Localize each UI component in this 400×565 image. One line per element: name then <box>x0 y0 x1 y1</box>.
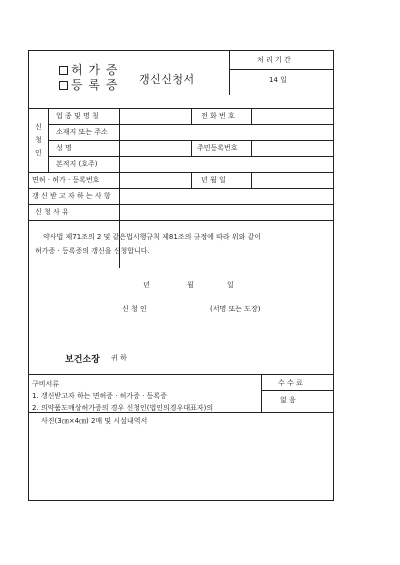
fee-value: 없 음 <box>280 396 296 404</box>
declaration-line-1: 약사법 제71조의 2 및 같은법시행규칙 제81조의 규정에 따라 위와 같이 <box>43 233 262 241</box>
address-field[interactable] <box>121 126 331 138</box>
processing-period-label: 처 리 기 간 <box>257 56 291 64</box>
row-divider <box>29 220 333 221</box>
declaration-line-2: 허가증 · 등록증의 갱신을 신청합니다. <box>35 247 150 255</box>
registration-checkbox[interactable] <box>59 81 68 90</box>
name-label: 성 명 <box>56 144 72 152</box>
signature-applicant-label: 신 청 인 <box>122 305 147 313</box>
phone-field[interactable] <box>253 110 331 122</box>
option-permit-label: 허 가 증 <box>71 63 119 77</box>
col-divider <box>251 140 252 156</box>
col-divider <box>191 108 192 124</box>
documents-item-2a: 2. 의약품도매상허가증의 경우 신청인(법인의경우대표자)의 <box>32 404 214 412</box>
row-divider <box>261 390 333 391</box>
resident-number-label: 주민등록번호 <box>197 144 238 152</box>
option-registration <box>59 78 118 92</box>
recipient-honorific: 귀 하 <box>111 354 127 362</box>
signature-note: (서명 또는 도장) <box>210 305 261 313</box>
option-permit <box>59 63 118 77</box>
row-divider <box>29 374 333 375</box>
phone-label: 전 화 번 호 <box>201 112 235 120</box>
col-divider <box>251 172 252 188</box>
name-field[interactable] <box>121 142 189 154</box>
renewal-items-label: 갱 신 받 고 자 하 는 사 항 <box>32 192 111 200</box>
applicant-label-3: 인 <box>35 149 42 157</box>
processing-period-value: 14 일 <box>269 76 287 84</box>
form-title: 갱신신청서 <box>139 73 195 86</box>
col-divider <box>251 108 252 124</box>
address-label: 소재지 또는 주소 <box>56 128 108 136</box>
application-form <box>28 50 334 501</box>
documents-item-2b: 사진(3㎝×4㎝) 2매 및 시설내역서 <box>41 417 148 425</box>
license-number-field[interactable] <box>121 174 189 186</box>
option-registration-label: 등 록 증 <box>71 78 119 92</box>
row-divider <box>48 124 333 125</box>
license-date-field[interactable] <box>253 174 331 186</box>
documents-header: 구비서류 <box>32 380 60 388</box>
reason-label: 신 청 사 유 <box>35 208 69 216</box>
applicant-label-2: 청 <box>35 136 42 144</box>
date-month: 월 <box>187 281 194 289</box>
title-divider <box>229 51 230 95</box>
recipient-name: 보건소장 <box>65 355 100 365</box>
renewal-items-field[interactable] <box>121 190 331 202</box>
reason-field[interactable] <box>121 206 331 218</box>
documents-item-1: 1. 갱신받고자 하는 면허증 · 허가증 · 등록증 <box>32 392 167 400</box>
processing-divider <box>229 69 333 70</box>
business-name-field[interactable] <box>121 110 189 122</box>
domicile-label: 본적지 (호주) <box>56 160 98 168</box>
row-divider <box>48 156 333 157</box>
row-divider <box>29 204 333 205</box>
date-year: 년 <box>143 281 150 289</box>
col-divider <box>191 140 192 156</box>
col-divider <box>261 374 262 412</box>
row-divider <box>29 188 333 189</box>
business-name-label: 업 종 및 명 칭 <box>56 112 99 120</box>
col-divider <box>191 172 192 188</box>
permit-checkbox[interactable] <box>59 66 68 75</box>
resident-number-field[interactable] <box>253 142 331 154</box>
row-divider <box>29 172 333 173</box>
domicile-field[interactable] <box>121 158 331 170</box>
date-day: 일 <box>227 281 234 289</box>
row-divider <box>29 108 333 109</box>
applicant-label-1: 신 <box>35 123 42 131</box>
license-number-label: 면허 · 허가 · 등록번호 <box>32 176 100 184</box>
fee-label: 수 수 료 <box>278 379 303 387</box>
license-date-label: 년 월 일 <box>201 176 226 184</box>
